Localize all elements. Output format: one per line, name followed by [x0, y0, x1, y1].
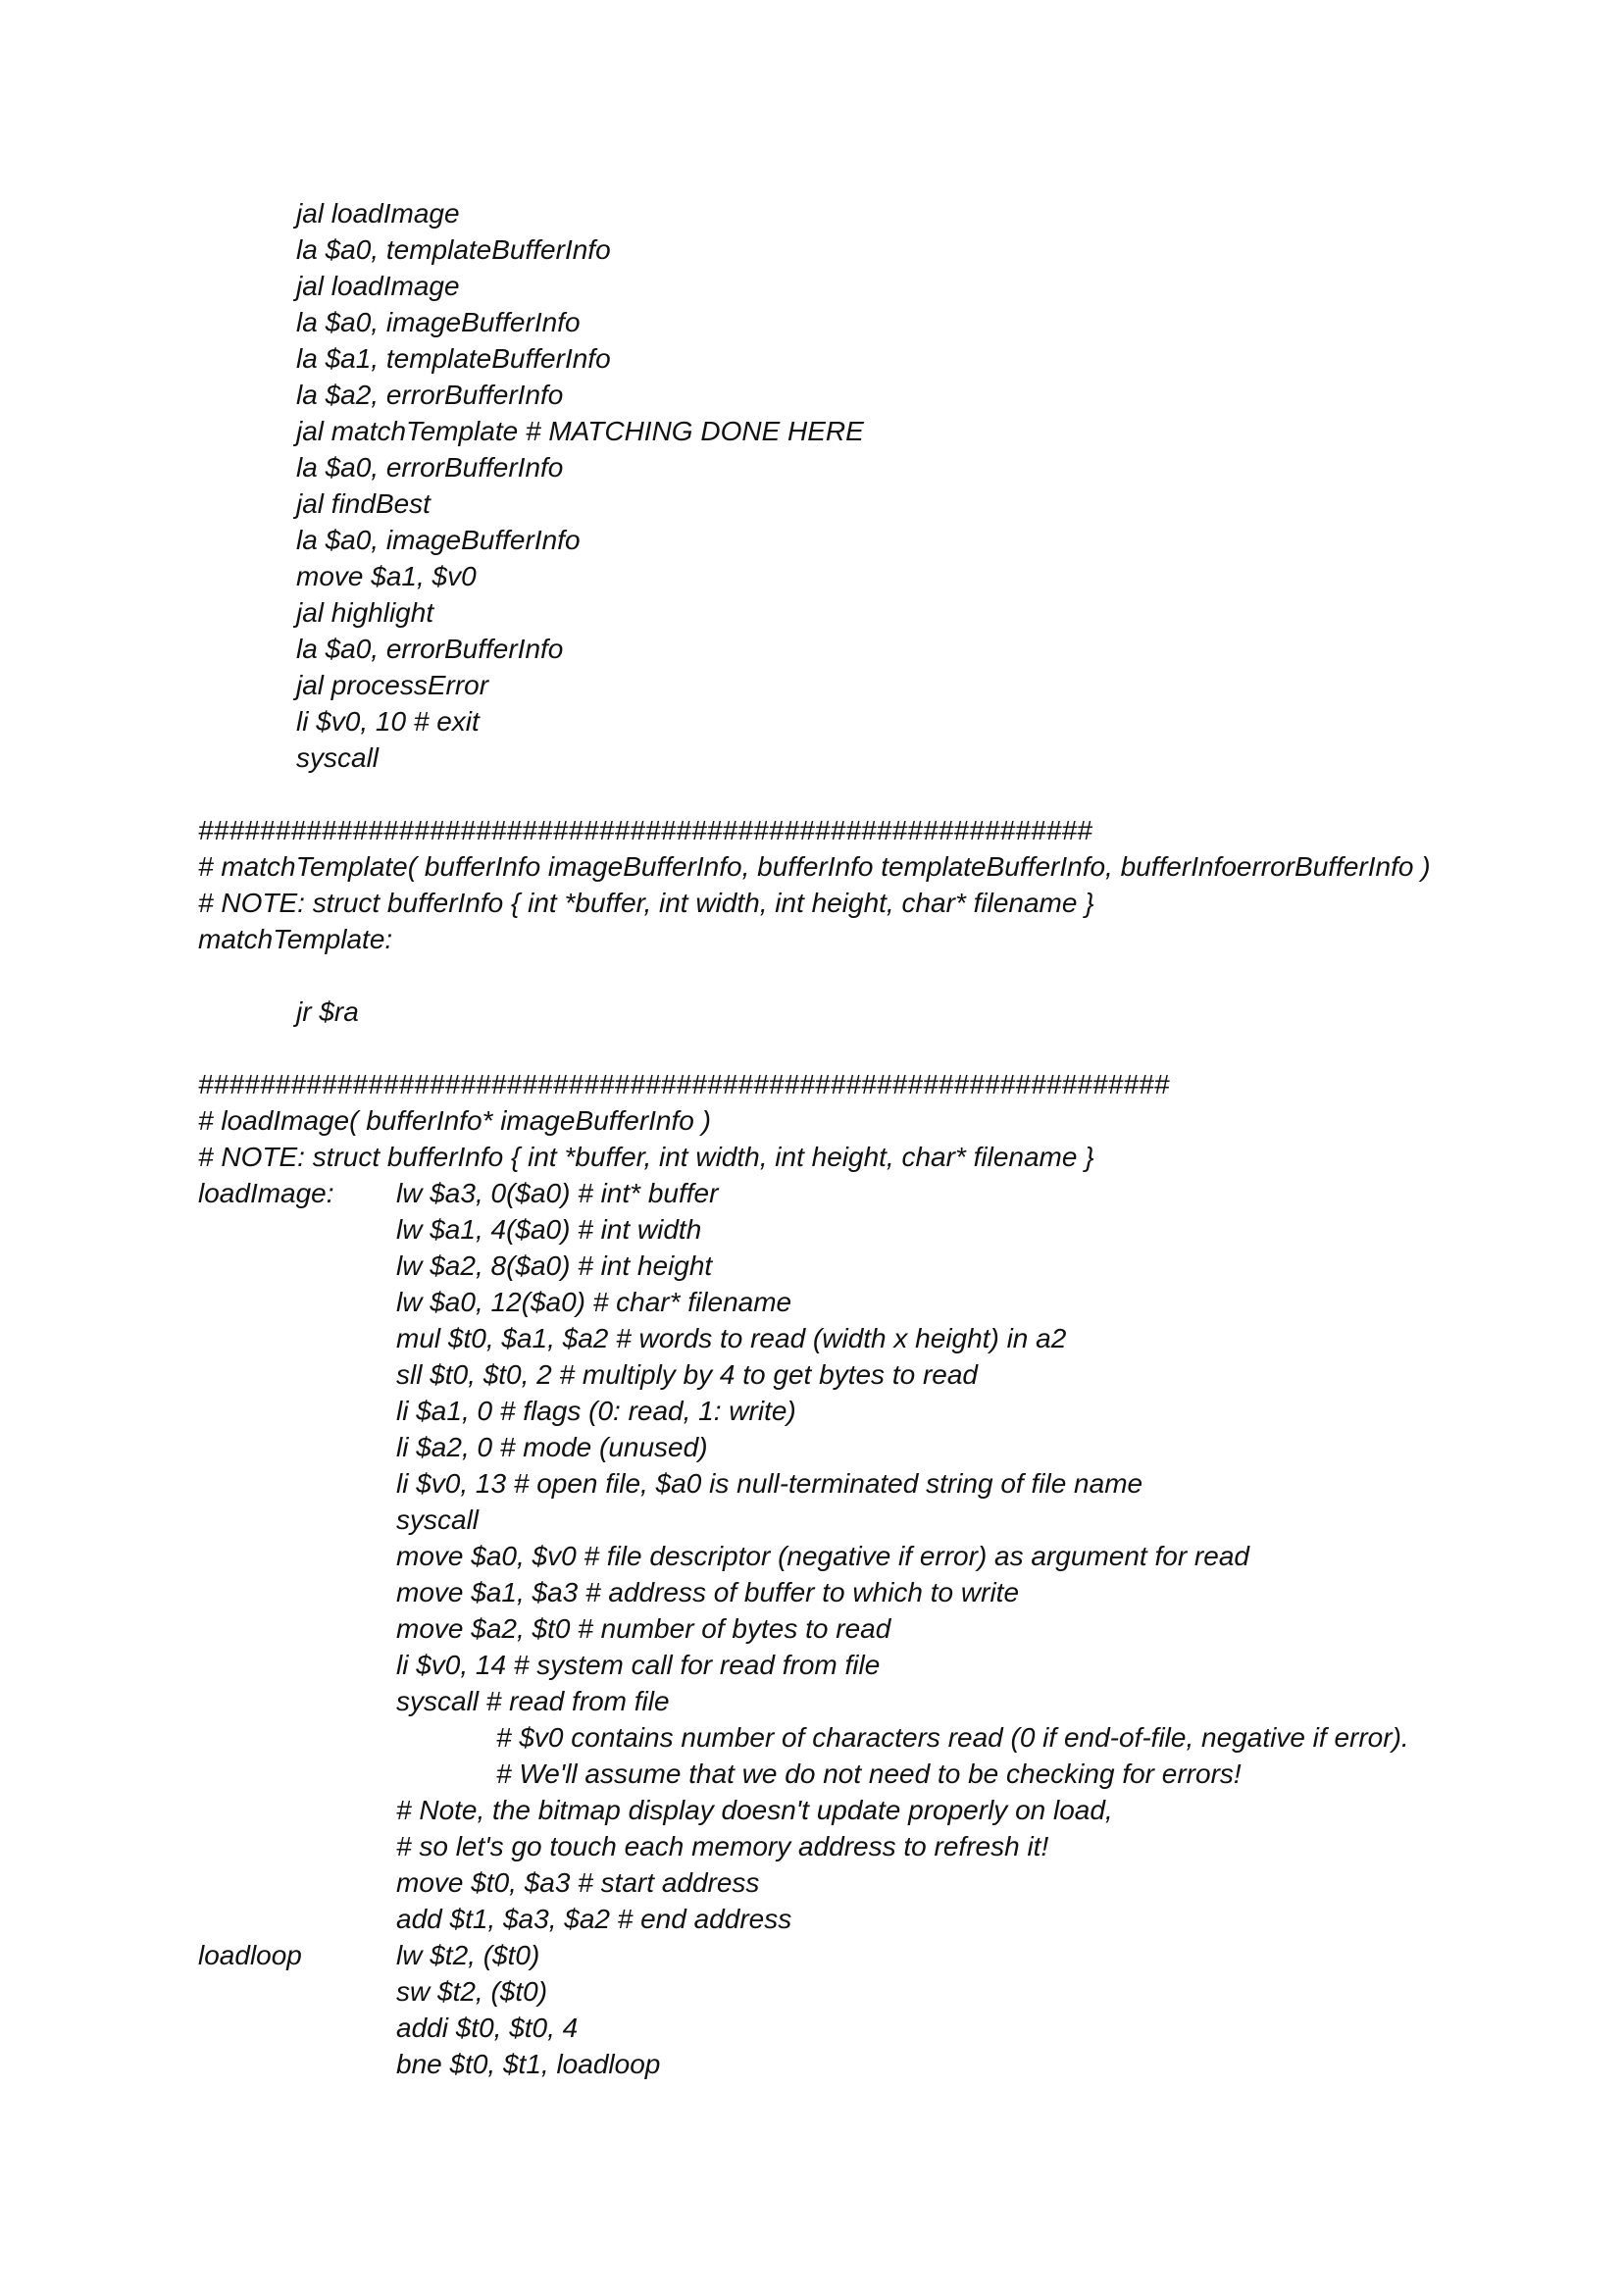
code-line: lw $a1, 4($a0) # int width	[396, 1214, 702, 1245]
code-line: syscall # read from file	[396, 1686, 670, 1716]
code-line: li $a1, 0 # flags (0: read, 1: write)	[396, 1396, 796, 1426]
code-line: la $a0, imageBufferInfo	[296, 307, 581, 337]
code-line: mul $t0, $a1, $a2 # words to read (width x height) in a2	[396, 1323, 1067, 1353]
indented-comment: # $v0 contains number of characters read (0 if end-of-file, negative if error).	[496, 1722, 1409, 1753]
function-signature-comment: # loadImage( bufferInfo* imageBufferInfo )	[198, 1105, 711, 1136]
indented-comment: # We'll assume that we do not need to be checking for errors!	[496, 1759, 1242, 1789]
section-separator: ##########################################################	[198, 815, 1092, 845]
function-label: matchTemplate:	[198, 924, 393, 954]
code-line: li $a2, 0 # mode (unused)	[396, 1432, 708, 1462]
code-line: li $v0, 10 # exit	[296, 706, 480, 737]
struct-note-comment: # NOTE: struct bufferInfo { int *buffer, int width, int height, char* filename }	[198, 1142, 1094, 1172]
code-line: jal findBest	[296, 488, 431, 519]
code-line: # Note, the bitmap display doesn't update properly on load,	[396, 1795, 1113, 1825]
code-line: li $v0, 13 # open file, $a0 is null-terminated string of file name	[396, 1468, 1143, 1499]
code-line: syscall	[296, 742, 380, 773]
code-line: la $a0, templateBufferInfo	[296, 234, 611, 265]
code-line: add $t1, $a3, $a2 # end address	[396, 1904, 792, 1934]
code-line: sw $t2, ($t0)	[396, 1976, 548, 2007]
code-line: jal processError	[296, 670, 489, 700]
code-line: move $a1, $v0	[296, 561, 477, 591]
code-line: syscall	[396, 1504, 480, 1535]
code-line: li $v0, 14 # system call for read from file	[396, 1650, 881, 1680]
code-line: jal highlight	[296, 597, 434, 628]
function-label: loadImage:	[198, 1178, 334, 1208]
code-line: jal loadImage	[296, 271, 460, 301]
code-line: sll $t0, $t0, 2 # multiply by 4 to get bytes to read	[396, 1359, 978, 1390]
code-line: la $a0, errorBufferInfo	[296, 452, 564, 483]
code-line: # so let's go touch each memory address to refresh it!	[396, 1831, 1049, 1861]
code-line: lw $a3, 0($a0) # int* buffer	[396, 1178, 719, 1208]
code-line: jal loadImage	[296, 198, 460, 229]
loop-label: loadloop	[198, 1940, 302, 1970]
code-line: la $a1, templateBufferInfo	[296, 343, 611, 374]
function-signature-comment: # matchTemplate( bufferInfo imageBufferInfo, bufferInfo templateBufferInfo, bufferInfoerrorBufferInfo )	[198, 851, 1431, 882]
code-line: lw $a2, 8($a0) # int height	[396, 1250, 713, 1281]
code-line: move $a2, $t0 # number of bytes to read	[396, 1613, 891, 1644]
code-line: move $a0, $v0 # file descriptor (negative if error) as argument for read	[396, 1541, 1249, 1571]
code-line: move $a1, $a3 # address of buffer to which to write	[396, 1577, 1020, 1607]
code-line: addi $t0, $t0, 4	[396, 2013, 579, 2043]
code-line: bne $t0, $t1, loadloop	[396, 2049, 661, 2079]
struct-note-comment: # NOTE: struct bufferInfo { int *buffer, int width, int height, char* filename }	[198, 888, 1094, 918]
code-line: lw $t2, ($t0)	[396, 1940, 540, 1970]
code-line: la $a0, errorBufferInfo	[296, 634, 564, 664]
section-separator: ###############################################################	[198, 1069, 1170, 1099]
code-line: la $a2, errorBufferInfo	[296, 380, 564, 410]
code-line: la $a0, imageBufferInfo	[296, 525, 581, 555]
code-line: jal matchTemplate # MATCHING DONE HERE	[296, 416, 864, 446]
code-line: move $t0, $a3 # start address	[396, 1867, 760, 1898]
code-line: jr $ra	[296, 996, 359, 1027]
code-line: lw $a0, 12($a0) # char* filename	[396, 1287, 792, 1317]
